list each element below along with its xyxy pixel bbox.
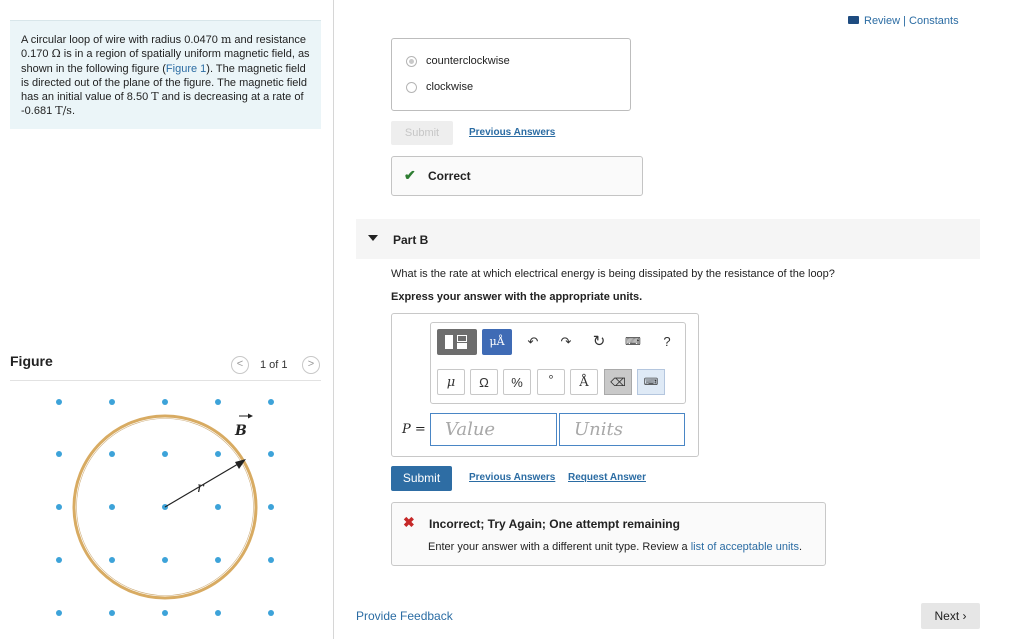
next-figure-button[interactable]: > [302,356,320,374]
field-dot [162,399,168,405]
percent-key[interactable]: % [503,369,531,395]
part-a-choices [391,38,631,111]
undo-icon[interactable]: ↶ [527,334,539,349]
hide-keyboard-icon[interactable]: ⌨ [637,369,665,395]
value-input[interactable] [430,413,557,446]
radio-counterclockwise[interactable] [406,56,417,67]
radio-clockwise[interactable] [406,82,417,93]
check-icon: ✔ [404,167,416,183]
keyboard-icon[interactable]: ⌨ [625,336,641,348]
request-answer-link[interactable]: Request Answer [568,472,646,483]
field-dot [109,451,115,457]
part-a-submit-button: Submit [391,121,453,145]
field-dot [109,557,115,563]
prev-figure-button[interactable]: < [231,356,249,374]
caret-down-icon[interactable] [368,235,378,241]
feedback-incorrect-title: Incorrect; Try Again; One attempt remaining [429,517,680,531]
previous-answers-link[interactable]: Previous Answers [469,472,556,483]
angstrom-key[interactable]: Å [570,369,598,395]
feedback-incorrect-message: Enter your answer with a different unit type. Review a list of acceptable units. [428,541,803,553]
field-dot [215,504,221,510]
option-clockwise[interactable]: clockwise [426,81,474,93]
ohm-key[interactable]: Ω [470,369,498,395]
panel-divider [333,0,334,639]
field-dot [56,504,62,510]
field-dot [56,610,62,616]
value-placeholder: Value [445,419,496,440]
delete-key-icon[interactable]: ⌫ [604,369,632,395]
figure-title: Figure [10,353,53,369]
field-dot [162,451,168,457]
next-button[interactable]: Next › [921,603,980,629]
part-b-header[interactable] [356,219,980,259]
field-dot [215,451,221,457]
degree-key[interactable]: ° [537,369,565,395]
templates-button[interactable] [437,329,477,355]
units-input[interactable] [559,413,685,446]
part-b-title[interactable]: Part B [393,233,429,247]
book-icon [848,16,859,24]
option-counterclockwise[interactable]: counterclockwise [426,55,510,67]
field-dot [56,451,62,457]
units-placeholder: Units [574,419,623,440]
figure-link[interactable]: Figure 1 [165,62,207,75]
mu-key[interactable]: μ [437,369,465,395]
field-dot [268,557,274,563]
problem-statement: A circular loop of wire with radius 0.0470 m and resistance 0.170 Ω is in a region of spatially uniform magnetic field, as shown in the following figure (Figure 1). The magnetic field is directed out of the plane of the figure. The magnetic field has an initial value of 8.50 T and is decreasing at a rate of -0.681 T/s. [21,33,310,118]
x-icon: ✖ [403,514,415,530]
redo-icon[interactable]: ↷ [560,334,572,349]
help-icon[interactable]: ? [663,334,671,349]
radius-label: r [197,480,204,496]
field-dot [215,399,221,405]
field-dot [109,610,115,616]
provide-feedback-link[interactable]: Provide Feedback [356,609,453,623]
field-dot [56,557,62,563]
submit-button[interactable]: Submit [391,466,452,491]
answer-variable-label: P = [402,422,426,437]
field-dot [268,610,274,616]
part-a-previous-answers-link[interactable]: Previous Answers [469,127,556,138]
part-b-question: What is the rate at which electrical energy is being dissipated by the resistance of the loop? [391,268,835,280]
acceptable-units-link[interactable]: list of acceptable units [690,541,799,553]
field-dot [268,451,274,457]
part-b-feedback [391,502,826,566]
field-dot [215,610,221,616]
figure-pager-label: 1 of 1 [260,359,288,371]
field-dot [162,610,168,616]
field-dot [162,557,168,563]
units-button[interactable]: μÅ [482,329,512,355]
field-dot [268,399,274,405]
magnetic-field-figure [0,380,330,639]
part-b-instruction: Express your answer with the appropriate units. [391,291,643,303]
reset-icon[interactable]: ↻ [592,333,606,350]
field-dot [215,557,221,563]
review-constants-link[interactable]: Review | Constants [848,15,959,27]
field-dot [109,504,115,510]
field-dot [56,399,62,405]
field-label: B [235,423,247,439]
chevron-right-icon: › [962,609,967,623]
field-dot [268,504,274,510]
feedback-correct-text: Correct [428,169,471,183]
field-dot [109,399,115,405]
